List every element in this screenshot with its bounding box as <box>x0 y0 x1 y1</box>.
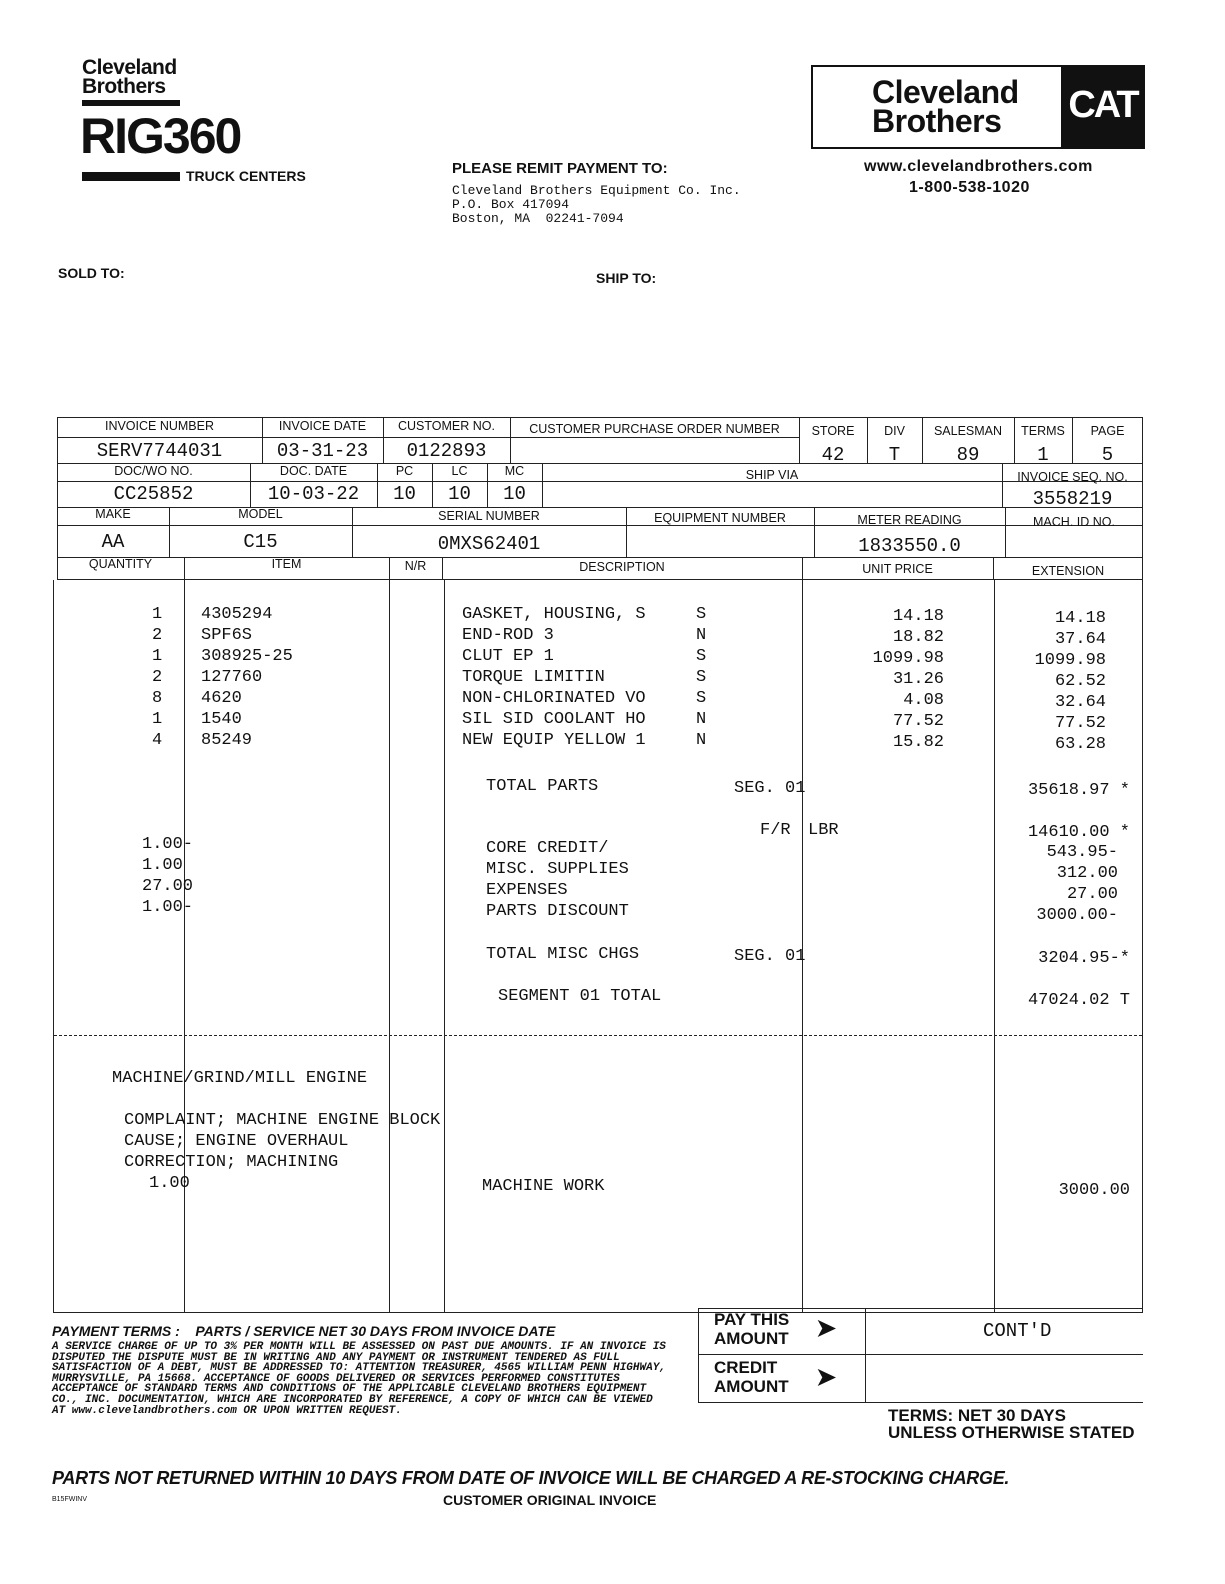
misc-desc: PARTS DISCOUNT <box>486 902 629 921</box>
line-extension: 32.64 <box>1054 693 1106 712</box>
phone-number: 1-800-538-1020 <box>909 179 1030 196</box>
payment-box <box>698 1308 1143 1403</box>
restock-notice: PARTS NOT RETURNED WITHIN 10 DAYS FROM DATE OF INVOICE WILL BE CHARGED A RE-STOCKING CHARGE. <box>52 1468 1010 1488</box>
remit-title: PLEASE REMIT PAYMENT TO: <box>452 160 668 177</box>
line-extension: 63.28 <box>1054 735 1106 754</box>
cat-logo: CAT <box>1068 84 1138 126</box>
misc-desc: EXPENSES <box>486 881 568 900</box>
remit-line-1: Cleveland Brothers Equipment Co. Inc. <box>452 183 741 198</box>
invoice-number-label: INVOICE NUMBER <box>104 419 215 433</box>
total-misc-amount: 3204.95-* <box>1038 949 1130 968</box>
pay-this-line1: PAY THIS <box>714 1310 790 1329</box>
line-item: 85249 <box>201 731 253 750</box>
mach-id-label: MACH. ID NO. <box>1033 515 1115 529</box>
work-qty: 1.00 <box>149 1174 190 1193</box>
line-item: 1540 <box>201 710 242 729</box>
line-desc: END-ROD 3 <box>462 626 554 645</box>
pay-this-line2: AMOUNT <box>714 1329 789 1348</box>
work-cause: CAUSE; ENGINE OVERHAUL <box>124 1132 349 1151</box>
customer-no: 0122893 <box>406 440 487 462</box>
arrow-right-icon: ➤ <box>816 1315 837 1342</box>
mc: 10 <box>503 483 526 505</box>
line-desc: SIL SID COOLANT HO <box>462 710 646 729</box>
misc-amount: 543.95- <box>1046 843 1118 862</box>
pay-this-amount-label <box>714 1310 789 1348</box>
work-amount: 3000.00 <box>1058 1181 1130 1200</box>
doc-wo-label: DOC/WO NO. <box>114 464 193 478</box>
make-label: MAKE <box>95 507 131 521</box>
segment-total-label: SEGMENT 01 TOTAL <box>498 987 662 1006</box>
form-code: B15FWINV <box>52 1496 88 1503</box>
logo-right-line2: Brothers <box>872 103 1002 139</box>
ship-via-label: SHIP VIA <box>745 468 799 482</box>
mc-label: MC <box>504 464 525 478</box>
misc-qty: 1.00 <box>142 856 183 875</box>
invoice-header-grid <box>57 417 1143 580</box>
payment-terms-title: PAYMENT TERMS : PARTS / SERVICE NET 30 DAYS FROM INVOICE DATE <box>52 1323 556 1339</box>
misc-amount: 3000.00- <box>1036 906 1118 925</box>
line-item: 4620 <box>201 689 242 708</box>
salesman: 89 <box>956 444 980 466</box>
payment-terms-text: A SERVICE CHARGE OF UP TO 3% PER MONTH WILL BE ASSESSED ON PAST DUE AMOUNTS. IF AN INVOICE IS DISPUTED THE DISPUTE MUST BE IN WRITING AND ANY PAYMENT OR INSTRUMENT TENDERED AS FULL SATISFACTION OF A DEBT, MUST BE ADDRESSED TO: ATTENTION TREASURER, 4565 WILLIAM PENN HIGHWAY, MURRYSVILLE, PA 15668. ACCEPTANCE OF GOODS DELIVERED OR SERVICES PERFORMED CONSTITUTES ACCEPTANCE OF STANDARD TERMS AND CONDITIONS OF THE APPLICABLE CLEVELAND BROTHERS EQUIPMENT CO., INC. DOCUMENTATION, WHICH ARE INCORPORATED BY REFERENCE, A COPY OF WHICH CAN BE VIEWED AT www.clevelandbrothers.com OR UPON WRITTEN REQUEST. <box>52 1341 666 1417</box>
misc-desc: MISC. SUPPLIES <box>486 860 629 879</box>
misc-amount: 27.00 <box>1066 885 1118 904</box>
truck-centers-label: TRUCK CENTERS <box>186 168 306 184</box>
meter-label: METER READING <box>857 513 962 527</box>
line-qty: 1 <box>152 710 163 729</box>
store: 42 <box>821 444 845 466</box>
logo-divider <box>82 100 180 106</box>
line-qty: 4 <box>152 731 163 750</box>
line-desc: GASKET, HOUSING, S <box>462 605 646 624</box>
arrow-right-icon: ➤ <box>816 1364 837 1391</box>
misc-desc: CORE CREDIT/ <box>486 839 609 858</box>
quantity-header: QUANTITY <box>88 557 153 571</box>
line-unit-price: 15.82 <box>892 733 944 752</box>
line-extension: 77.52 <box>1054 714 1106 733</box>
line-nr: N <box>696 731 707 750</box>
sold-to-label: SOLD TO: <box>58 265 125 281</box>
make: AA <box>101 531 125 553</box>
line-qty: 2 <box>152 668 163 687</box>
net-terms-line2: UNLESS OTHERWISE STATED <box>888 1423 1135 1442</box>
website: www.clevelandbrothers.com <box>864 158 1093 175</box>
line-desc: TORQUE LIMITIN <box>462 668 605 687</box>
fr-label: F/R <box>760 821 791 840</box>
labor-amount: 14610.00 * <box>1027 823 1130 842</box>
original-invoice-label: CUSTOMER ORIGINAL INVOICE <box>443 1492 657 1508</box>
line-unit-price: 77.52 <box>892 712 944 731</box>
invoice-seq: 3558219 <box>1032 488 1113 510</box>
meter-reading: 1833550.0 <box>858 535 961 557</box>
terms-label: TERMS <box>1021 424 1065 438</box>
line-nr: N <box>696 626 707 645</box>
serial-number: 0MXS62401 <box>437 533 541 555</box>
doc-date-label: DOC. DATE <box>279 464 348 478</box>
line-unit-price: 18.82 <box>892 628 944 647</box>
misc-amount: 312.00 <box>1056 864 1118 883</box>
pc-label: PC <box>395 464 414 478</box>
misc-qty: 27.00 <box>142 877 194 896</box>
extension-header: EXTENSION <box>1031 564 1105 578</box>
line-extension: 37.64 <box>1054 630 1106 649</box>
work-correction: CORRECTION; MACHINING <box>124 1153 339 1172</box>
line-extension: 14.18 <box>1054 609 1106 628</box>
line-unit-price: 4.08 <box>903 691 944 710</box>
rig360-cleveland-brothers-text <box>82 58 177 96</box>
model-label: MODEL <box>238 507 283 521</box>
lc-label: LC <box>451 464 468 478</box>
line-desc: NON-CHLORINATED VO <box>462 689 646 708</box>
net-terms <box>888 1407 1135 1441</box>
cleveland-brothers-logo-text <box>872 74 1019 139</box>
item-header: ITEM <box>271 557 302 571</box>
segment-total-amount: 47024.02 T <box>1027 991 1130 1010</box>
work-title: MACHINE/GRIND/MILL ENGINE <box>112 1069 368 1088</box>
customer-po-label: CUSTOMER PURCHASE ORDER NUMBER <box>529 422 780 436</box>
misc-qty: 1.00- <box>142 898 194 917</box>
line-nr: S <box>696 647 707 666</box>
salesman-label: SALESMAN <box>933 424 1003 438</box>
line-item: 127760 <box>201 668 263 687</box>
line-qty: 1 <box>152 605 163 624</box>
line-unit-price: 1099.98 <box>872 649 944 668</box>
remit-line-2: P.O. Box 417094 <box>452 197 570 212</box>
invoice-date-label: INVOICE DATE <box>278 419 367 433</box>
line-extension: 62.52 <box>1054 672 1106 691</box>
invoice-line-items <box>53 580 1143 1313</box>
line-nr: S <box>696 689 707 708</box>
terms: 1 <box>1037 444 1049 466</box>
lbr-label: LBR <box>808 821 839 840</box>
credit-line1: CREDIT <box>714 1358 778 1377</box>
model: C15 <box>243 531 278 553</box>
pc: 10 <box>393 483 416 505</box>
work-complaint: COMPLAINT; MACHINE ENGINE BLOCK <box>124 1111 441 1130</box>
lc: 10 <box>448 483 471 505</box>
total-misc-label: TOTAL MISC CHGS <box>486 945 640 964</box>
line-unit-price: 14.18 <box>892 607 944 626</box>
line-qty: 2 <box>152 626 163 645</box>
line-qty: 1 <box>152 647 163 666</box>
page-label: PAGE <box>1090 424 1125 438</box>
logo-right-line1: Cleveland <box>872 74 1019 110</box>
total-misc-seg: SEG. 01 <box>734 947 806 966</box>
line-nr: S <box>696 605 707 624</box>
line-qty: 8 <box>152 689 163 708</box>
remit-line-3: Boston, MA 02241-7094 <box>452 211 624 226</box>
div-label: DIV <box>884 424 905 438</box>
invoice-seq-label: INVOICE SEQ. NO. <box>1017 470 1128 484</box>
store-label: STORE <box>811 424 855 438</box>
nr-header: N/R <box>404 559 427 573</box>
serial-label: SERIAL NUMBER <box>438 509 540 523</box>
doc-date: 10-03-22 <box>267 483 360 505</box>
truck-centers-bar <box>82 172 180 181</box>
ship-to-label: SHIP TO: <box>596 270 657 286</box>
line-item: 4305294 <box>201 605 273 624</box>
logo-left-line2: Brothers <box>82 75 166 98</box>
total-parts-amount: 35618.97 * <box>1027 781 1130 800</box>
work-desc: MACHINE WORK <box>482 1177 605 1196</box>
equipment-label: EQUIPMENT NUMBER <box>654 511 786 525</box>
misc-qty: 1.00- <box>142 835 194 854</box>
rig360-logo: RIG360 <box>80 108 241 164</box>
line-extension: 1099.98 <box>1034 651 1106 670</box>
total-parts-label: TOTAL PARTS <box>486 777 599 796</box>
line-nr: N <box>696 710 707 729</box>
customer-no-label: CUSTOMER NO. <box>398 419 495 433</box>
invoice-number: SERV7744031 <box>96 440 223 462</box>
credit-line2: AMOUNT <box>714 1377 789 1396</box>
total-parts-seg: SEG. 01 <box>734 779 806 798</box>
div: T <box>888 444 901 466</box>
credit-amount-label <box>714 1358 789 1396</box>
page-number: 5 <box>1101 444 1114 466</box>
line-nr: S <box>696 668 707 687</box>
line-item: SPF6S <box>201 626 253 645</box>
line-desc: NEW EQUIP YELLOW 1 <box>462 731 646 750</box>
unit-price-header: UNIT PRICE <box>862 562 933 576</box>
line-unit-price: 31.26 <box>892 670 944 689</box>
logo-left-line1: Cleveland <box>82 56 177 79</box>
segment-divider <box>54 1035 1142 1036</box>
pay-amount-value: CONT'D <box>983 1320 1052 1342</box>
remit-address <box>452 184 741 226</box>
description-header: DESCRIPTION <box>579 560 665 574</box>
line-item: 308925-25 <box>201 647 293 666</box>
line-desc: CLUT EP 1 <box>462 647 554 666</box>
net-terms-line1: TERMS: NET 30 DAYS <box>888 1406 1066 1425</box>
doc-wo: CC25852 <box>113 483 194 505</box>
invoice-date: 03-31-23 <box>276 440 369 462</box>
